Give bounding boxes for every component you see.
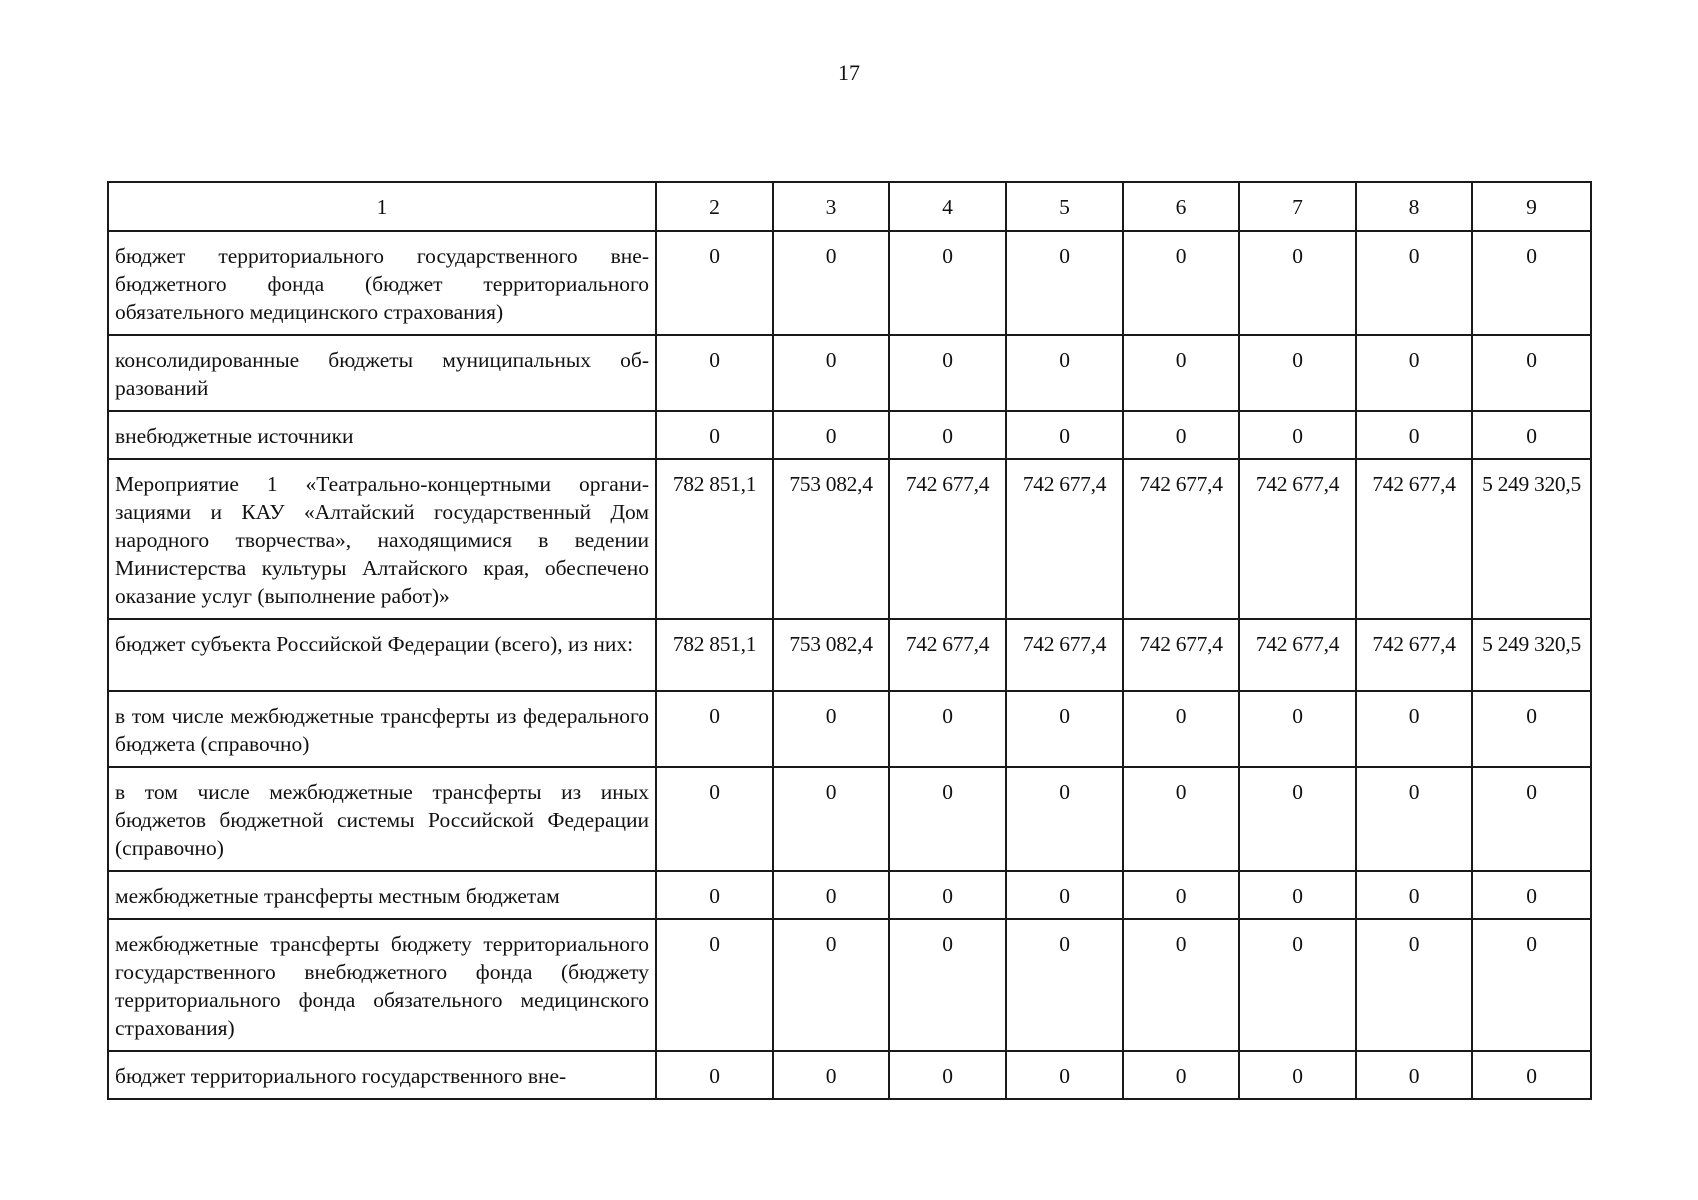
value-cell: 0 (1356, 335, 1472, 411)
value-cell: 0 (1123, 919, 1239, 1051)
value-cell: 0 (1239, 767, 1356, 871)
value-cell: 742 677,4 (1356, 459, 1472, 619)
value-cell: 0 (1356, 767, 1472, 871)
column-header: 1 (108, 182, 656, 231)
value-cell: 0 (1472, 871, 1591, 919)
value-cell: 0 (1356, 231, 1472, 335)
page-number: 17 (838, 60, 860, 85)
value-cell: 0 (773, 1051, 889, 1099)
row-label: Мероприятие 1 «Театрально-концертными организациями и КАУ «Алтайский государственный Дом народного творчества», находящимися в ведении Министерства культуры Алтайского края, обеспечено оказание услуг (выполнение работ)» (108, 459, 656, 619)
value-cell: 0 (1006, 1051, 1123, 1099)
value-cell: 0 (889, 871, 1006, 919)
table-header-row (108, 182, 1591, 231)
row-label: внебюджетные источники (108, 411, 656, 459)
value-cell: 0 (1356, 1051, 1472, 1099)
value-cell: 782 851,1 (656, 459, 773, 619)
value-cell: 0 (1356, 411, 1472, 459)
value-cell: 5 249 320,5 (1472, 619, 1591, 691)
table-row (108, 919, 1591, 1051)
row-label: консолидированные бюджеты муниципальных образований (108, 335, 656, 411)
table-row (108, 619, 1591, 691)
value-cell: 0 (889, 231, 1006, 335)
value-cell: 0 (656, 231, 773, 335)
value-cell: 753 082,4 (773, 619, 889, 691)
value-cell: 0 (889, 335, 1006, 411)
value-cell: 0 (1006, 231, 1123, 335)
value-cell: 0 (889, 411, 1006, 459)
value-cell: 0 (889, 767, 1006, 871)
value-cell: 0 (1123, 767, 1239, 871)
value-cell: 0 (1123, 871, 1239, 919)
value-cell: 0 (773, 411, 889, 459)
value-cell: 0 (889, 1051, 1006, 1099)
value-cell: 0 (889, 691, 1006, 767)
value-cell: 0 (1472, 411, 1591, 459)
value-cell: 0 (1006, 871, 1123, 919)
value-cell: 0 (656, 919, 773, 1051)
column-header: 6 (1123, 182, 1239, 231)
value-cell: 0 (1356, 871, 1472, 919)
column-header: 8 (1356, 182, 1472, 231)
value-cell: 0 (1239, 411, 1356, 459)
value-cell: 0 (773, 767, 889, 871)
value-cell: 0 (1472, 919, 1591, 1051)
value-cell: 5 249 320,5 (1472, 459, 1591, 619)
value-cell: 753 082,4 (773, 459, 889, 619)
table-row (108, 231, 1591, 335)
value-cell: 742 677,4 (1006, 619, 1123, 691)
value-cell: 0 (1356, 691, 1472, 767)
value-cell: 0 (1472, 767, 1591, 871)
value-cell: 0 (1472, 1051, 1591, 1099)
value-cell: 0 (1123, 411, 1239, 459)
column-header: 7 (1239, 182, 1356, 231)
value-cell: 0 (1123, 335, 1239, 411)
budget-table (107, 181, 1592, 1100)
value-cell: 742 677,4 (1239, 459, 1356, 619)
column-header: 4 (889, 182, 1006, 231)
value-cell: 0 (1123, 691, 1239, 767)
value-cell: 0 (889, 919, 1006, 1051)
value-cell: 0 (1472, 335, 1591, 411)
column-header: 2 (656, 182, 773, 231)
value-cell: 0 (773, 231, 889, 335)
value-cell: 0 (656, 411, 773, 459)
row-label: в том числе межбюджетные трансферты из иных бюджетов бюджетной системы Российской Федерации (справочно) (108, 767, 656, 871)
value-cell: 0 (656, 691, 773, 767)
value-cell: 0 (1239, 871, 1356, 919)
value-cell: 0 (773, 335, 889, 411)
value-cell: 742 677,4 (1123, 459, 1239, 619)
table-row (108, 459, 1591, 619)
value-cell: 0 (773, 691, 889, 767)
table-row (108, 767, 1591, 871)
row-label: бюджет территориального государственного вне- (108, 1051, 656, 1099)
value-cell: 0 (1006, 335, 1123, 411)
table-row (108, 871, 1591, 919)
value-cell: 0 (1239, 919, 1356, 1051)
value-cell: 0 (1123, 231, 1239, 335)
value-cell: 0 (1472, 691, 1591, 767)
value-cell: 0 (1239, 691, 1356, 767)
value-cell: 0 (1006, 919, 1123, 1051)
value-cell: 742 677,4 (889, 619, 1006, 691)
value-cell: 0 (1006, 767, 1123, 871)
value-cell: 0 (1239, 335, 1356, 411)
value-cell: 0 (656, 767, 773, 871)
table-row (108, 1051, 1591, 1099)
value-cell: 0 (1356, 919, 1472, 1051)
row-label: межбюджетные трансферты местным бюджетам (108, 871, 656, 919)
value-cell: 0 (656, 335, 773, 411)
value-cell: 0 (1006, 691, 1123, 767)
value-cell: 742 677,4 (1006, 459, 1123, 619)
value-cell: 742 677,4 (1356, 619, 1472, 691)
column-header: 3 (773, 182, 889, 231)
value-cell: 0 (773, 871, 889, 919)
row-label: в том числе межбюджетные трансферты из федерального бюджета (справочно) (108, 691, 656, 767)
value-cell: 0 (656, 1051, 773, 1099)
value-cell: 0 (1239, 1051, 1356, 1099)
value-cell: 0 (773, 919, 889, 1051)
row-label: бюджет территориального государственного внебюджетного фонда (бюджет территориального обязательного медицинского страхования) (108, 231, 656, 335)
value-cell: 0 (656, 871, 773, 919)
value-cell: 782 851,1 (656, 619, 773, 691)
value-cell: 0 (1472, 231, 1591, 335)
table-row (108, 411, 1591, 459)
row-label: межбюджетные трансферты бюджету территориального государственного внебюджетного фонда (бюджету территориального фонда обязательного медицинского страхования) (108, 919, 656, 1051)
value-cell: 742 677,4 (1123, 619, 1239, 691)
row-label: бюджет субъекта Российской Федерации (всего), из них: (108, 619, 656, 691)
value-cell: 0 (1123, 1051, 1239, 1099)
column-header: 9 (1472, 182, 1591, 231)
value-cell: 742 677,4 (1239, 619, 1356, 691)
column-header: 5 (1006, 182, 1123, 231)
value-cell: 0 (1239, 231, 1356, 335)
value-cell: 742 677,4 (889, 459, 1006, 619)
table-row (108, 335, 1591, 411)
value-cell: 0 (1006, 411, 1123, 459)
table-row (108, 691, 1591, 767)
